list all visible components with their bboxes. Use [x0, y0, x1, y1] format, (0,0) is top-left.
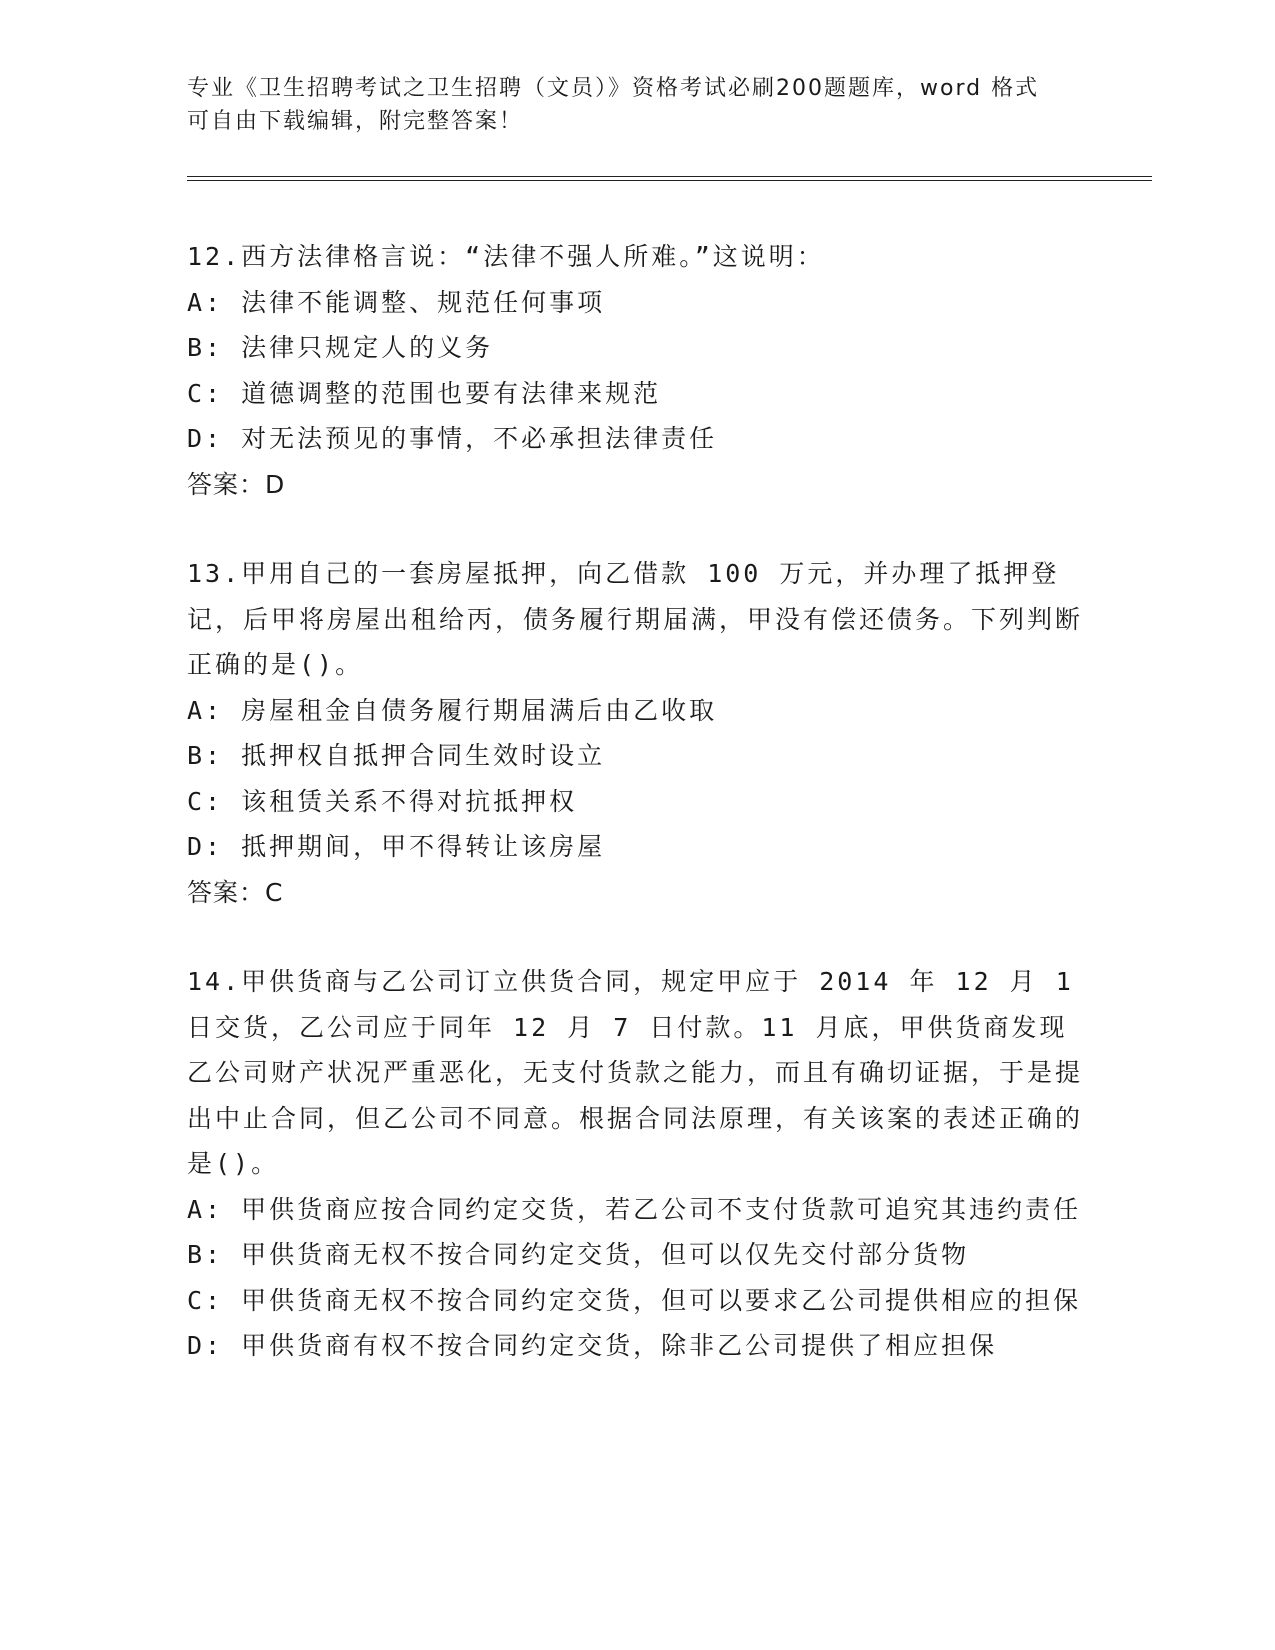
option-b: B: 甲供货商无权不按合同约定交货，但可以仅先交付部分货物 [187, 1240, 970, 1269]
option-b: B: 法律只规定人的义务 [187, 333, 494, 362]
question-stem: 13.甲用自己的一套房屋抵押，向乙借款 100 万元，并办理了抵押登记，后甲将房屋出租给丙，债务履行期届满，甲没有偿还债务。下列判断正确的是()。 [187, 559, 1084, 679]
option-c: C: 甲供货商无权不按合同约定交货，但可以要求乙公司提供相应的担保 [187, 1285, 1082, 1315]
question-12 [187, 234, 1087, 507]
header-line-2: 可自由下载编辑，附完整答案！ [187, 109, 524, 134]
option-c: C: 该租赁关系不得对抗抵押权 [187, 786, 578, 816]
question-stem: 12.西方法律格言说：“法律不强人所难。”这说明： [187, 242, 825, 271]
option-d: D: 抵押期间，甲不得转让该房屋 [187, 832, 606, 861]
option-c: C: 道德调整的范围也要有法律来规范 [187, 378, 662, 408]
question-14 [187, 959, 1087, 1369]
option-d: D: 对无法预见的事情，不必承担法律责任 [187, 424, 718, 453]
question-stem: 14.甲供货商与乙公司订立供货合同，规定甲应于 2014 年 12 月 1 日交货，乙公司应于同年 12 月 7 日付款。11 月底，甲供货商发现乙公司财产状况严重恶化，无支付货款之能力，而且有确切证据，于是提出中止合同，但乙公司不同意。根据合同法原理，有关该案的表述正确的是()。 [187, 967, 1084, 1178]
answer-line: 答案：D [187, 469, 286, 499]
question-13 [187, 551, 1087, 915]
option-d: D: 甲供货商有权不按合同约定交货，除非乙公司提供了相应担保 [187, 1331, 998, 1360]
header-double-rule [187, 176, 1152, 181]
answer-line: 答案：C [187, 877, 284, 907]
option-a: A: 房屋租金自债务履行期届满后由乙收取 [187, 695, 718, 725]
option-a: A: 甲供货商应按合同约定交货，若乙公司不支付货款可追究其违约责任 [187, 1194, 1082, 1224]
document-header [187, 72, 1087, 138]
header-line-1: 专业《卫生招聘考试之卫生招聘（文员）》资格考试必刷200题题库，word 格式 [187, 76, 1040, 101]
option-a: A: 法律不能调整、规范任何事项 [187, 287, 606, 317]
question-list [187, 234, 1087, 1413]
option-b: B: 抵押权自抵押合同生效时设立 [187, 741, 606, 770]
